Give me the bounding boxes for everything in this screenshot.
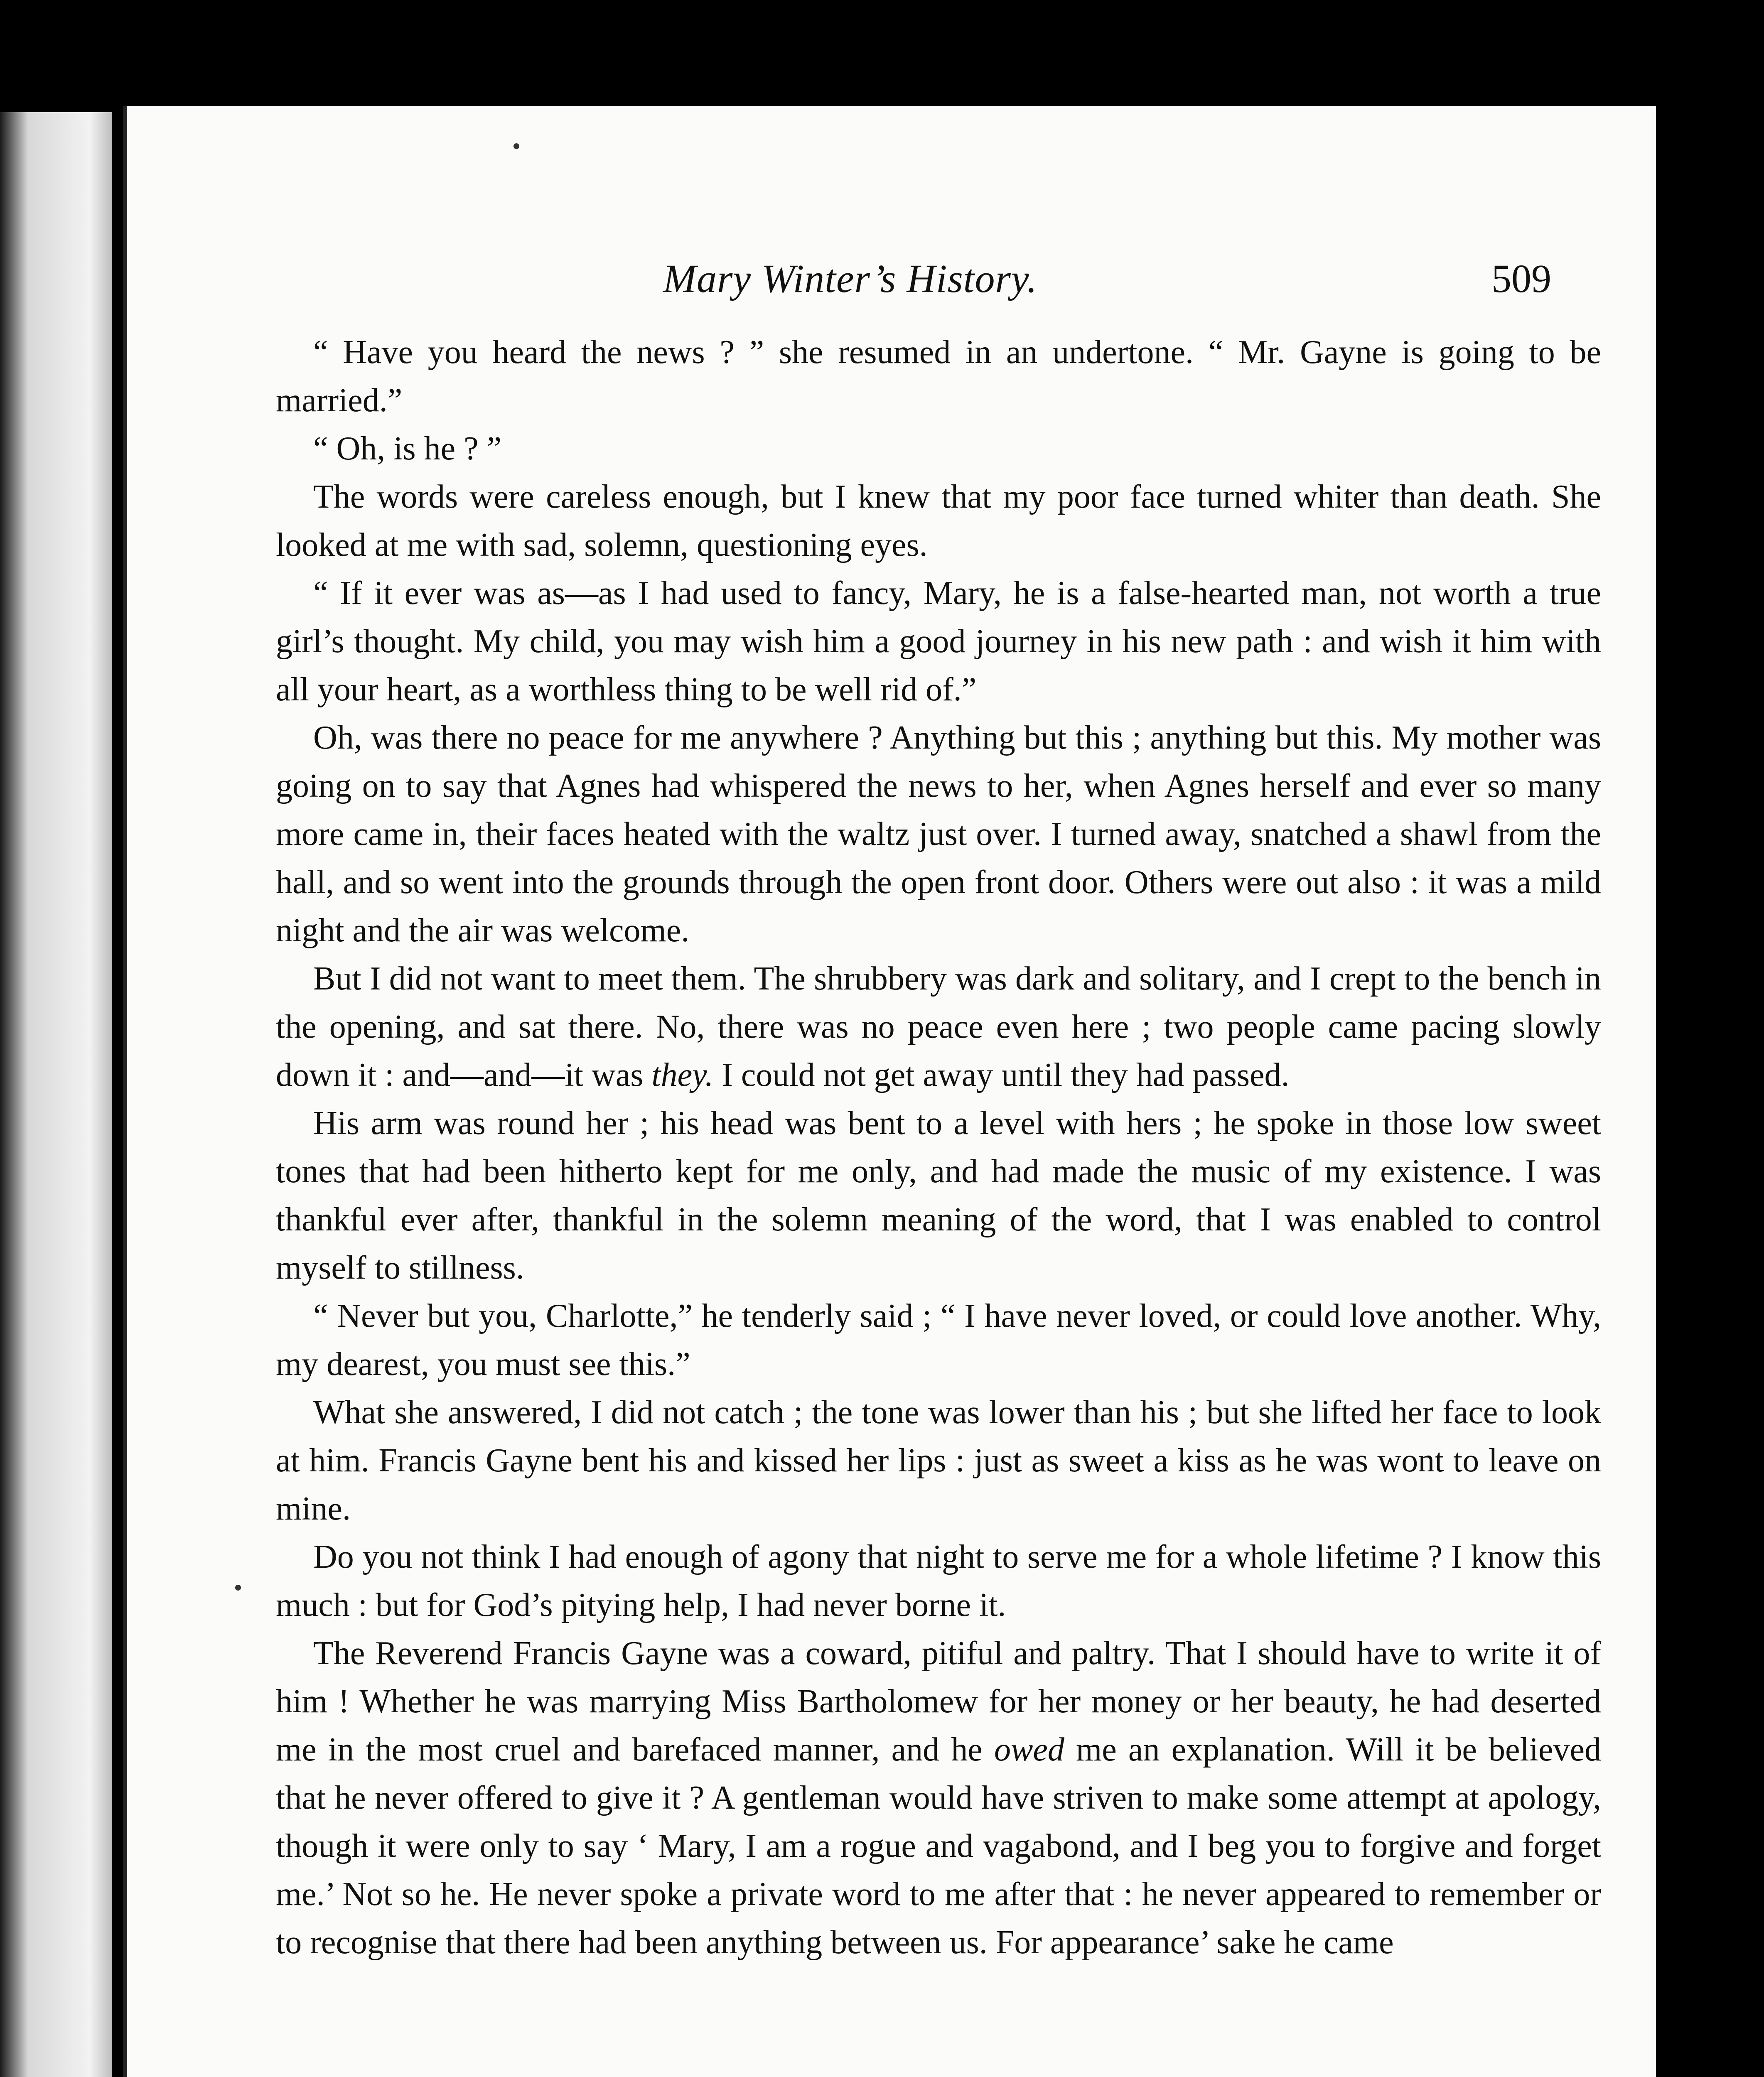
- book-page: [123, 106, 1656, 2077]
- page-number: 509: [1491, 256, 1551, 301]
- print-speck: [513, 143, 519, 149]
- paragraph: “ Have you heard the news ? ” she resumed in an undertone. “ Mr. Gayne is going to be married.”: [276, 334, 1601, 419]
- print-speck: [235, 1585, 241, 1591]
- paragraph: But I did not want to meet them. The shrubbery was dark and solitary, and I crept to the bench in the opening, and sat there. No, there was no peace even here ; two people came pacing slowly down it : and—and—it was they. I could not get away until they had passed.: [276, 960, 1601, 1093]
- paragraph: “ Never but you, Charlotte,” he tenderly said ; “ I have never loved, or could love another. Why, my dearest, you must see this.”: [276, 1298, 1601, 1382]
- paragraph: The words were careless enough, but I knew that my poor face turned whiter than death. She looked at me with sad, solemn, questioning eyes.: [276, 479, 1601, 563]
- paragraph: “ Oh, is he ? ”: [313, 430, 502, 467]
- paragraph: Do you not think I had enough of agony that night to serve me for a whole lifetime ? I know this much : but for God’s pitying help, I had never borne it.: [276, 1539, 1601, 1623]
- page-header: [127, 255, 1656, 322]
- paragraph: The Reverend Francis Gayne was a coward, pitiful and paltry. That I should have to write it of him ! Whether he was marrying Miss Bartholomew for her money or her beauty, he had deserted me in the most cruel and barefaced manner, and he owed me an explanation. Will it be believed that he never offered to give it ? A gentleman would have striven to make some attempt at apology, though it were only to say ‘ Mary, I am a rogue and vagabond, and I beg you to forgive and forget me.’ Not so he. He never spoke a private word to me after that : he never appeared to remember or to recognise that there had been anything between us. For appearance’ sake he came: [276, 1635, 1602, 1961]
- running-title: Mary Winter’s History.: [663, 256, 1038, 301]
- paragraph: “ If it ever was as—as I had used to fancy, Mary, he is a false-hearted man, not worth a true girl’s thought. My child, you may wish him a good journey in his new path : and wish it him with all your heart, as a worthless thing to be well rid of.”: [276, 575, 1601, 708]
- paragraph: Oh, was there no peace for me anywhere ? Anything but this ; anything but this. My mother was going on to say that Agnes had whispered the news to her, when Agnes herself and ever so many more came in, their faces heated with the waltz just over. I turned away, snatched a shawl from the hall, and so went into the grounds through the open front door. Others were out also : it was a mild night and the air was welcome.: [276, 719, 1601, 949]
- facing-page-edge: [0, 112, 112, 2077]
- paragraph: What she answered, I did not catch ; the tone was lower than his ; but she lifted her face to look at him. Francis Gayne bent his and kissed her lips : just as sweet a kiss as he was wont to leave on mine.: [276, 1394, 1601, 1527]
- body-text: [276, 328, 1601, 1967]
- paragraph: His arm was round her ; his head was bent to a level with hers ; he spoke in those low sweet tones that had been hitherto kept for me only, and had made the music of my existence. I was thankful ever after, thankful in the solemn meaning of the word, that I was enabled to control myself to stillness.: [276, 1105, 1601, 1286]
